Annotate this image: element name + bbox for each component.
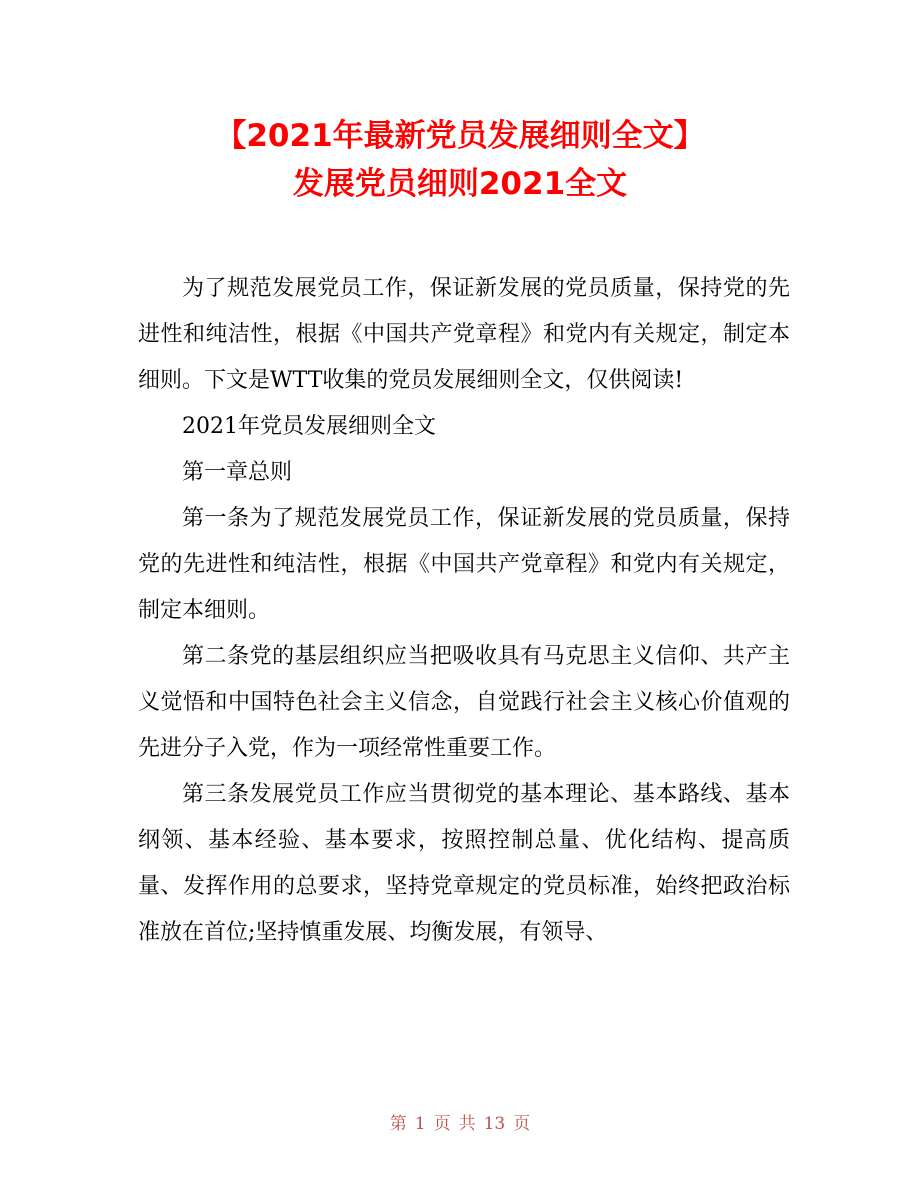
- article-3-paragraph: 第三条发展党员工作应当贯彻党的基本理论、基本路线、基本纲领、基本经验、基本要求，按照控制总量、优化结构、提高质量、发挥作用的总要求，坚持党章规定的党员标准，始终把政治标准放在首位;坚持慎重发展、均衡发展，有领导、: [138, 782, 790, 945]
- chapter-heading: 第一章总则: [182, 460, 293, 485]
- footer-total-pages: 13: [483, 1114, 506, 1134]
- title-line-1: 【2021年最新党员发展细则全文】: [215, 118, 705, 154]
- document-title: [0, 112, 920, 208]
- article-2-paragraph: 第二条党的基层组织应当把吸收具有马克思主义信仰、共产主义觉悟和中国特色社会主义信念，自觉践行社会主义核心价值观的先进分子入党，作为一项经常性重要工作。: [138, 644, 790, 761]
- intro-paragraph: 为了规范发展党员工作，保证新发展的党员质量，保持党的先进性和纯洁性，根据《中国共产党章程》和党内有关规定，制定本细则。下文是WTT收集的党员发展细则全文，仅供阅读!: [138, 276, 790, 393]
- footer-total-unit: 页: [513, 1114, 531, 1134]
- footer-page-unit: 页: [433, 1114, 451, 1134]
- title-line-2: 发展党员细则2021全文: [292, 166, 628, 202]
- document-body: [138, 266, 790, 956]
- page-footer: [0, 1112, 920, 1136]
- footer-current-page: 1: [414, 1114, 426, 1134]
- footer-total-word: 共: [458, 1114, 476, 1134]
- section-heading: 2021年党员发展细则全文: [182, 414, 436, 439]
- article-1-paragraph: 第一条为了规范发展党员工作，保证新发展的党员质量，保持党的先进性和纯洁性，根据《中国共产党章程》和党内有关规定，制定本细则。: [138, 506, 790, 623]
- footer-page-word: 第: [389, 1114, 407, 1134]
